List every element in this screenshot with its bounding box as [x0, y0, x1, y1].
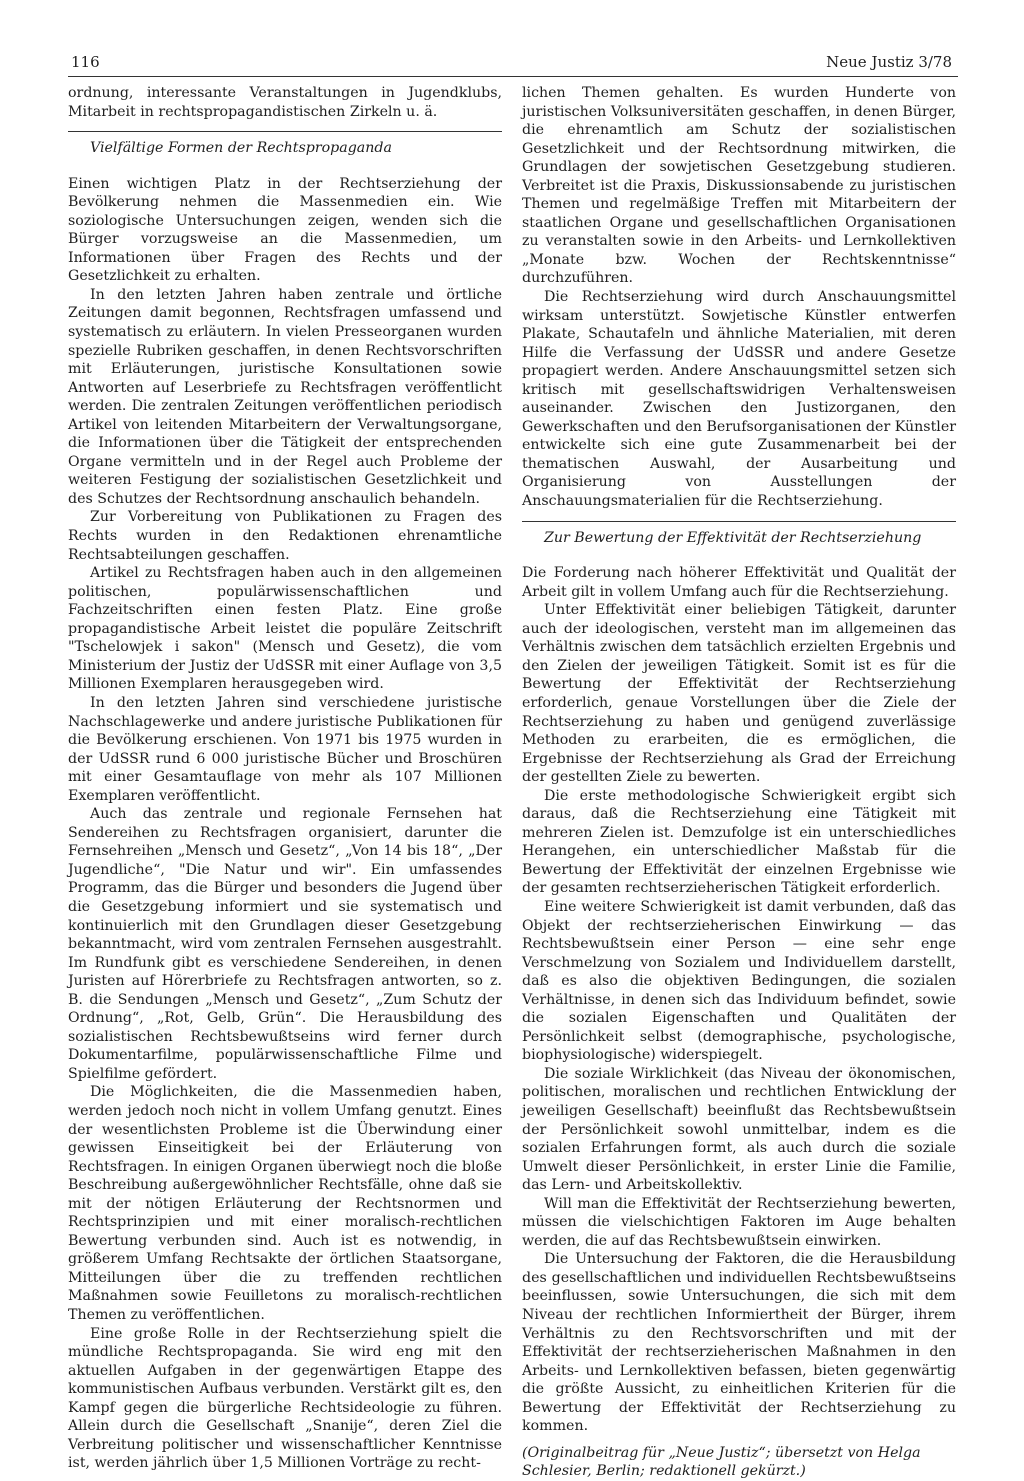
page-number: 116 [71, 53, 100, 71]
paragraph: Die Untersuchung der Faktoren, die die Herausbildung des gesellschaftlichen und individuellen Rechtsbewußtseins beeinflussen, sowie Untersuchungen, die sich mit dem Niveau der rechtlichen Informiertheit der Bürger, ihrem Verhältnis zu den Rechtsvorschriften und mit der Effektivität der rechtserzieherischen Maßnahmen in den Arbeits- und Lernkollektiven befassen, bieten gegenwärtig die größte Aussicht, zu einheitlichen Kriterien für die Bewertung der Effektivität der Rechtserziehung zu kommen. [522, 1251, 956, 1435]
paragraph: Zur Vorbereitung von Publikationen zu Fragen des Rechts wurden in den Redaktionen ehrenamtliche Rechtsabteilungen geschaffen. [68, 509, 502, 563]
paragraph: Die Möglichkeiten, die die Massenmedien haben, werden jedoch noch nicht in vollem Umfang genutzt. Eines der wesentlichsten Probleme ist die Überwindung einer gewissen Einseitigkeit bei der Erläuterung von Rechtsfragen. In einigen Organen überwiegt noch die bloße Beschreibung außergewöhnlicher Rechtsfälle, ohne daß sie mit der nötigen Erläuterung der Rechtsnormen und Rechtsprinzipien und mit einer moralisch-rechtlichen Bewertung verbunden sind. Auch ist es notwendig, in größerem Umfang Rechtsakte der örtlichen Staatsorgane, Mitteilungen über die zu treffenden rechtlichen Maßnahmen sowie Feuilletons zu moralisch-rechtlichen Themen zu veröffentlichen. [68, 1084, 502, 1323]
opening-paragraph: ordnung, interessante Veranstaltungen in Jugendklubs, Mitarbeit in rechtspropagandistischen Zirkeln u. ä. [68, 85, 502, 120]
right-column [522, 84, 956, 1481]
paragraph: Einen wichtigen Platz in der Rechtserziehung der Bevölkerung nehmen die Massenmedien ein. Wie soziologische Untersuchungen zeigen, wenden sich die Bürger vorzugsweise an die Massenmedien, um Informationen über Fragen des Rechts und der Gesetzlichkeit zu erhalten. [68, 175, 502, 285]
paragraph: Die Forderung nach höherer Effektivität und Qualität der Arbeit gilt in vollem Umfang auch für die Rechtserziehung. [522, 565, 956, 600]
section-heading: Vielfältige Formen der Rechtspropaganda [68, 131, 502, 165]
paragraph: Eine große Rolle in der Rechtserziehung spielt die mündliche Rechtspropaganda. Sie wird eng mit den aktuellen Aufgaben in der gegenwärtigen Etappe des kommunistischen Aufbaus verbunden. Verstärkt gilt es, den Kampf gegen die bürgerliche Rechtsideologie zu führen. Allein durch die Gesellschaft „Snanije“, deren Ziel die Verbreitung politischer und wissenschaftlicher Kenntnisse ist, werden jährlich über 1,5 Millionen Vorträge zu recht- [68, 1325, 502, 1472]
paragraph: Die Rechtserziehung wird durch Anschauungsmittel wirksam unterstützt. Sowjetische Künstler entwerfen Plakate, Schautafeln und ähnliche Materialien, mit deren Hilfe die Verfassung der UdSSR und andere Gesetze propagiert werden. Andere Anschauungsmittel setzen sich kritisch mit gesellschaftswidrigen Verhaltensweisen auseinander. Zwischen den Justizorganen, den Gewerkschaften und den Berufsorganisationen der Künstler entwickelte sich eine gute Zusammenarbeit bei der thematischen Auswahl, der Ausarbeitung und Organisierung von Ausstellungen der Anschauungsmaterialien für die Rechtserziehung. [522, 289, 957, 510]
opening-paragraph: lichen Themen gehalten. Es wurden Hunderte von juristischen Volksuniversitäten geschaffen, in denen Bürger, die ehrenamtlich am Schutz der sozialistischen Gesetzlichkeit und der Rechtsordnung mitwirken, die Grundlagen der sowjetischen Gesetzgebung studieren. Verbreitet ist die Praxis, Diskussionsabende zu juristischen Themen und regelmäßige Treffen mit Mitarbeitern der staatlichen Organe und gesellschaftlichen Organisationen zu veranstalten sowie in den Arbeits- und Lernkollektiven „Monate bzw. Wochen der Rechtskenntnisse“ durchzuführen. [522, 85, 956, 287]
paragraph: In den letzten Jahren sind verschiedene juristische Nachschlagewerke und andere juristische Publikationen für die Bevölkerung erschienen. Von 1971 bis 1975 wurden in der UdSSR rund 6 000 juristische Bücher und Broschüren mit einer Gesamtauflage von mehr als 107 Millionen Exemplaren veröffentlicht. [68, 694, 502, 804]
paragraph: Unter Effektivität einer beliebigen Tätigkeit, darunter auch der ideologischen, versteht man im allgemeinen das Verhältnis zwischen dem tatsächlich erzielten Ergebnis und den Zielen der jeweiligen Tätigkeit. Somit ist es für die Bewertung der Effektivität der Rechtserziehung erforderlich, genaue Vorstellungen über die Ziele der Rechtserziehung zu haben und genügend zuverlässige Methoden zu erarbeiten, die es ermöglichen, die Ergebnisse der Rechtserziehung als Grad der Erreichung der gestellten Ziele zu bewerten. [522, 602, 956, 786]
header-divider [68, 76, 958, 77]
attribution-note: (Originalbeitrag für „Neue Justiz“; übersetzt von Helga Schlesier, Berlin; redaktionell gekürzt.) [522, 1444, 921, 1480]
paragraph: Die soziale Wirklichkeit (das Niveau der ökonomischen, politischen, moralischen und rechtlichen Entwicklung der jeweiligen Gesellschaft) beeinflußt das Rechtsbewußtsein der Persönlichkeit sowohl unmittelbar, indem es die sozialen Erfahrungen formt, als auch durch die soziale Umwelt dieser Persönlichkeit, in erster Linie die Familie, das Lern- und Arbeitskollektiv. [522, 1065, 956, 1194]
left-column [68, 84, 502, 1473]
paragraph: Auch das zentrale und regionale Fernsehen hat Sendereihen zu Rechtsfragen organisiert, darunter die Fernsehreihen „Mensch und Gesetz“, „Von 14 bis 18“, „Der Jugendliche“, "Die Natur und wir". Ein umfassendes Programm, das die Bürger und besonders die Jugend über die Gesetzgebung informiert und sie systematisch und kontinuierlich mit den Grundlagen dieser Gesetzgebung bekanntmacht, wird vom zentralen Fernsehen ausgestrahlt. Im Rundfunk gibt es verschiedene Sendereihen, in denen Juristen auf Hörerbriefe zu Rechtsfragen antworten, so z. B. die Sendungen „Mensch und Gesetz“, „Zum Schutz der Ordnung“, „Rot, Gelb, Grün“. Die Herausbildung des sozialistischen Rechtsbewußtseins wird ferner durch Dokumentarfilme, populärwissenschaftliche Filme und Spielfilme gefördert. [68, 806, 502, 1082]
paragraph: Die erste methodologische Schwierigkeit ergibt sich daraus, daß die Rechtserziehung eine Tätigkeit mit mehreren Zielen ist. Demzufolge ist ein unterschiedliches Herangehen, ein unterschiedlicher Maßstab für die Bewertung der Effektivität der einzelnen Ergebnisse wie der gesamten rechtserzieherischen Tätigkeit erforderlich. [522, 787, 956, 897]
section-heading: Zur Bewertung der Effektivität der Rechtserziehung [522, 521, 956, 555]
journal-issue: Neue Justiz 3/78 [826, 53, 952, 71]
paragraph: Eine weitere Schwierigkeit ist damit verbunden, daß das Objekt der rechtserzieherischen Einwirkung — das Rechtsbewußtsein einer Person — eine sehr enge Verschmelzung von Sozialem und Individuellem darstellt, daß es also die objektiven Bedingungen, die sozialen Verhältnisse, in denen sich das Individuum befindet, sowie die sozialen Eigenschaften und Qualitäten der Persönlichkeit selbst (demographische, psychologische, biophysiologische) widerspiegelt. [522, 898, 956, 1064]
paragraph: Will man die Effektivität der Rechtserziehung bewerten, müssen die vielschichtigen Faktoren im Auge behalten werden, die auf das Rechtsbewußtsein einwirken. [522, 1195, 956, 1249]
paragraph: Artikel zu Rechtsfragen haben auch in den allgemeinen politischen, populärwissenschaftlichen und Fachzeitschriften einen festen Platz. Eine große propagandistische Arbeit leistet die populäre Zeitschrift "Tschelowjek i sakon" (Mensch und Gesetz), die vom Ministerium der Justiz der UdSSR mit einer Auflage von 3,5 Millionen Exemplaren herausgegeben wird. [68, 565, 502, 693]
paragraph: In den letzten Jahren haben zentrale und örtliche Zeitungen damit begonnen, Rechtsfragen umfassend und systematisch zu erläutern. In vielen Presseorganen wurden spezielle Rubriken geschaffen, in denen Rechtsvorschriften mit Erläuterungen, juristische Konsultationen sowie Antworten auf Leserbriefe zu Rechtsfragen veröffentlicht werden. Die zentralen Zeitungen veröffentlichen periodisch Artikel von leitenden Mitarbeitern der Verwaltungsorgane, die Informationen über die Tätigkeit der entsprechenden Organe vermitteln und in der Regel auch Probleme der weiteren Festigung der sozialistischen Gesetzlichkeit und des Schutzes der Rechtsordnung anschaulich behandeln. [68, 286, 502, 507]
